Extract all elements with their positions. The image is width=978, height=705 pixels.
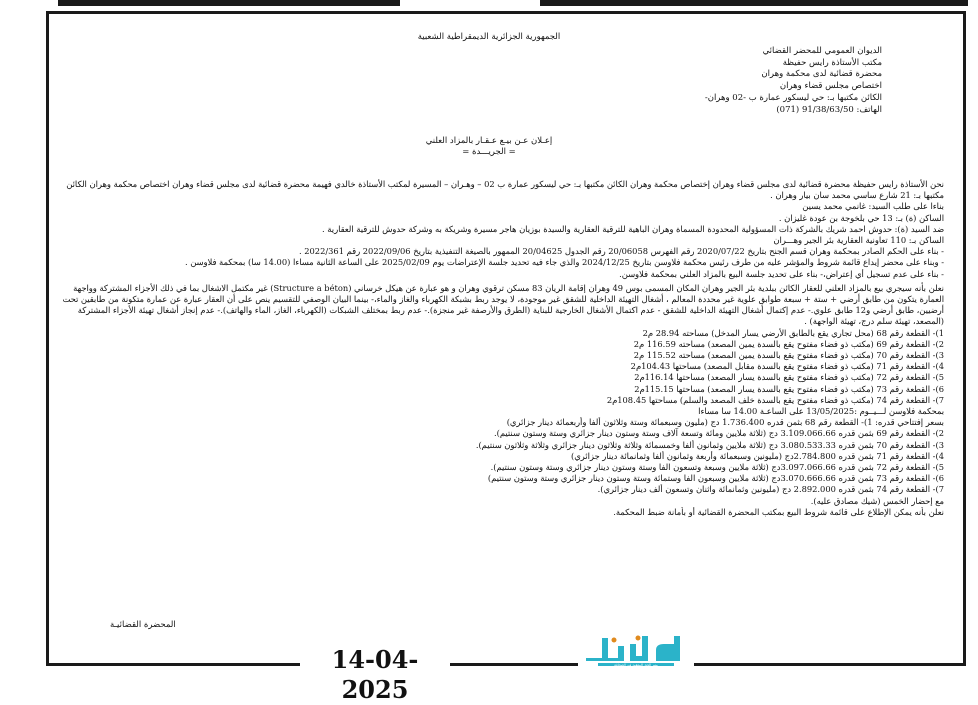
paragraph: ضد السيد (ة): حدوش احمد شريك بالشركة ذات المسؤولية المحدودة المسماة وهران الباهية للترقية العقارية والسيدة بوزيان هاجر مسيرة وشريكة به وشركة حدوش للترقية العقارية . xyxy=(322,223,944,234)
property-description: نعلن بأنه سيجري بيع بالمزاد العلني للعقار الكائن ببلدية بئر الجير وهران المكان المسمى بوس 49 وهران إقامة الريان 83 مسكن ترقوي وهران و هو عبارة عن هيكل خرساني (Structure a béton) غير مكتمل الاشغال بما في ذلك الأجزاء المشتركة وواجهة العمارة يتكون من طابق أرضي + ستة + سبعة طوابق علوية غير محددة المعالم ، أشغال التهيئة الداخلية للشقق غير موجودة، لا يوجد ربط بشبكة الكهرباء والغاز والماء،- بينما البيان الوصفي للتقسيم ينص على أن العقار عبارة عن عمارة متكونة من طابقين تحت أرضيين، طابق أرضي و12 طابق علوي.- عدم إكتمال أشغال التهيئة الداخلية للشقق - عدم اكتمال الأشغال الخارجية للبناية (الطرق والأرصفة غير منجزة).- عدم ربط بمختلف الشبكات (الكهرباء، الغاز، الماء والهاتف).- عدم إنجاز أشغال تهيئة الأجزاء المشتركة (المصعد، تهيئة سلم درج، تهيئة الواجهة) . xyxy=(62,282,944,327)
paragraph: - وبناء على محضر إيداع قائمة شروط والمؤشر عليه من طرف رئيس محكمة فلاوسن بتاريخ 2024/12/25 والذي جاء فيه تحديد جلسة الإعتراضات يوم 2025/02/09 على الساعة الثانية مساءا (14.00 سا) بمحكمة فلاوسن . xyxy=(184,257,944,268)
closing-line: نعلن بأنه يمكن الإطلاع على قائمة شروط البيع بمكتب المحضرة القضائية أو بأمانة ضبط المحكمة. xyxy=(613,506,944,517)
notice-title: إعـلان عـن بيـع عـقـار بالمزاد العلني xyxy=(425,136,553,146)
header-line: اختصاص مجلس قضاء وهران xyxy=(779,81,882,92)
newspaper-logo xyxy=(578,628,694,668)
lot-item: 5)- القطعة رقم 72 (مكتب ذو فضاء مفتوح يقع بالسدة يسار المصعد) مساحتها 116.14م2 xyxy=(634,372,944,383)
header-line: محضرة قضائية لدى محكمة وهران xyxy=(761,69,882,80)
republic-heading: الجمهورية الجزائرية الديمقراطية الشعبية xyxy=(417,32,561,42)
paragraph: - بناء على عدم تسجيل أي إعتراض،- بناء على تحديد جلسة البيع بالمزاد العلني بمحكمة فلاوسن. xyxy=(619,268,944,279)
auction-session: بمحكمة فلاوسن لـــيــوم :13/05/2025 على الساعـة 14.00 سا مساءا xyxy=(698,406,944,417)
notice-body xyxy=(52,179,944,518)
lot-item: 6)- القطعة رقم 73 (مكتب ذو فضاء مفتوح يقع بالسدة يسار المصعد) مساحتها 115.15م2 xyxy=(634,383,944,394)
header-line: الكائن مكتبها بـ: حي ليسكور عمارة ب -02 وهران- xyxy=(704,92,882,103)
lot-item: 3)- القطعة رقم 70 (مكتب ذو فضاء مفتوح يقع بالسدة يمين المصعد) مساحته 115.52 م2 xyxy=(633,350,944,361)
lot-item: 2)- القطعة رقم 69 (مكتب ذو فضاء مفتوح يقع بالسدة يمين المصعد) مساحته 116.59 م2 xyxy=(633,338,944,349)
price-item: 2)- القطعة رقم 69 بثمن قدره 3.109.066.66 دج (ثلاثة ملايين ومائة وتسعة آلاف وستة وستون دينار جزائري وستة وستون سنتيم). xyxy=(494,428,944,439)
closing-line: مع إحضار الخمس (شيك مصادق عليه). xyxy=(810,495,944,506)
lot-item: 7)- القطعة رقم 74 (مكتب ذو فضاء مفتوح يقع بالسدة خلف المصعد والسلم) مساحتها 108.45م2 xyxy=(606,394,944,405)
logo-tagline: منبر الحق المفقود في الصحافة xyxy=(614,663,658,667)
price-item: 7)- القطعة رقم 74 بثمن قدره 2.892.000 دج (مليونين وثمانمائة واثنان وتسعون ألف دينار جزائري). xyxy=(597,484,944,495)
publication-date: 14-04-2025 xyxy=(300,645,450,675)
header-line: الديوان العمومي للمحضر القضائي xyxy=(762,46,882,56)
header-line: مكتب الأستاذة رايس حفيظة xyxy=(782,57,882,68)
price-item: 5)- القطعة رقم 72 بثمن قدره 3.097.066.66دج (ثلاثة ملايين وسبعة وتسعون الفا وستة وستون دينار جزائري وستة وستون سنتيم). xyxy=(490,462,944,473)
price-item: 4)- القطعة رقم 71 بثمن قدره 2.784.800دج (مليونين وسبعمائة وأربعة وثمانون ألفا وثمانمائة دينار جزائري) xyxy=(570,450,944,461)
paragraph: الساكن (ة) بـ: 13 حي بلخوجة بن عودة غليزان . xyxy=(778,212,944,223)
notice-title-block xyxy=(0,136,978,158)
paragraph: الساكن بـ: 110 تعاونية العقارية بئر الجير وهـــران xyxy=(773,235,944,246)
header-line: الهاتف: 91/38/63/50 (071) xyxy=(776,104,882,115)
lot-item: 4)- القطعة رقم 71 (مكتب ذو فضاء مفتوح يقع بالسدة مقابل المصعد) مساحتها 104.43م2 xyxy=(630,361,944,372)
lot-item: 1)- القطعة رقم 68 (محل تجاري يقع بالطابق الأرضي يسار المدخل) مساحته 28.94 م2 xyxy=(642,327,944,338)
price-item: بسعر إفتتاحي قدره: 1)- القطعة رقم 68 بثمن قدره 1.736.400 دج (مليون وسبعمائة وستة وثلاثون ألفا وأربعمائة دينار جزائري) xyxy=(506,417,944,428)
paragraph: - بناء على الحكم الصادر بمحكمة وهران قسم الجنح بتاريخ 2020/07/22 رقم الفهرس 20/06058 رقم الجدول 20/04625 الممهور بالصيغة التنفيذية بتاريخ 2022/09/06 رقم 2022/361 . xyxy=(298,246,944,257)
signature: المحضرة القضائيـة xyxy=(110,620,176,630)
price-item: 6)- القطعة رقم 73 بثمن قدره 3.070.666.66دج (ثلاثة ملايين وسبعون الفا وستمائة وستة وستون دينار جزائري وستة وستون سنتيم) xyxy=(487,473,944,484)
price-item: 3)- القطعة رقم 70 بثمن قدره 3.080.533.33 دج (ثلاثة ملايين وثمانون ألفا وخمسمائة وثلاثة وثلاثون دينار جزائري وثلاثة وثلاثون سنتيم). xyxy=(475,439,944,450)
bailiff-header xyxy=(482,46,882,116)
paragraph: بناءا على طلب السيد: غانمي محمد يسين xyxy=(802,201,944,212)
paragraph: نحن الأستاذة رايس حفيظة محضرة قضائية لدى مجلس قضاء وهران إختصاص محكمة وهران الكائن مكتبها بـ: حي ليسكور عمارة ب 02 – وهـران – المسيرة لمكتب الأستاذة خالدي فهيمة محضرة قضائية لدى مجلس قضاء وهران اختصاص محكمة وهران الكائن مكتبها بـ: 21 شارع ساسي محمد سان بيار وهران . xyxy=(66,179,944,201)
top-border-gap xyxy=(400,0,540,6)
notice-subtitle: = الجريـــدة = xyxy=(462,147,516,157)
